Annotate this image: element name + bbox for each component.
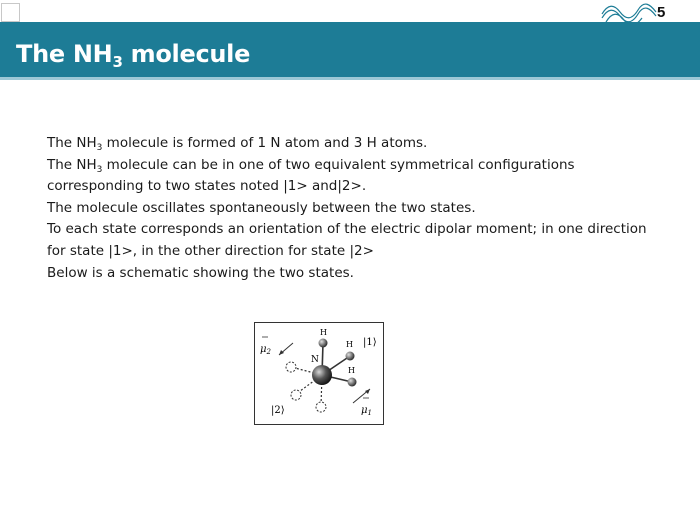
state-2-label: |2⟩ [271, 405, 285, 416]
nh3-diagram-svg [255, 323, 383, 424]
corner-square [1, 3, 20, 22]
title-suffix: molecule [122, 40, 251, 68]
body-line-4: To each state corresponds an orientation of the electric dipolar moment; in one direction for state |1>, in the other direction for state |2> [47, 221, 647, 259]
body-line-2: The $NH_3$ molecule can be in one of two equivalent symmetrical configurations corresponding to two states noted |1> and|2>. [47, 156, 575, 195]
title-prefix: The NH [16, 40, 113, 68]
mu-1-arrowhead [365, 389, 370, 394]
slide-title [16, 40, 251, 71]
body-line-3: The molecule oscillates spontaneously between the two states. [47, 199, 476, 216]
hydrogen-atom-dashed-1 [286, 362, 296, 372]
mu-1-label: $\mu_1$ [361, 405, 372, 417]
top-strip [0, 0, 700, 22]
label-n: N [311, 355, 319, 365]
hydrogen-atom-1 [319, 339, 328, 348]
hydrogen-atom-2 [346, 352, 355, 361]
hydrogen-atom-dashed-2 [291, 390, 301, 400]
mu-2-label: $\mu_2$ [260, 344, 271, 356]
label-h-2: H [346, 340, 353, 349]
body-line-5: Below is a schematic showing the two states. [47, 264, 354, 281]
label-h-3: H [348, 366, 355, 375]
body-text [47, 133, 667, 284]
nitrogen-atom [312, 365, 332, 385]
title-subscript: 3 [112, 53, 123, 71]
title-underline [0, 77, 700, 80]
label-h-1: H [320, 328, 327, 337]
body-line-1: The $NH_3$ molecule is formed of 1 N atom and 3 H atoms. [47, 135, 428, 153]
page-number: 5 [657, 4, 666, 21]
state-1-label: |1⟩ [363, 337, 377, 348]
wave-logo-icon [598, 0, 658, 24]
nh3-diagram [254, 322, 384, 425]
hydrogen-atom-3 [348, 378, 357, 387]
hydrogen-atom-dashed-3 [316, 402, 326, 412]
